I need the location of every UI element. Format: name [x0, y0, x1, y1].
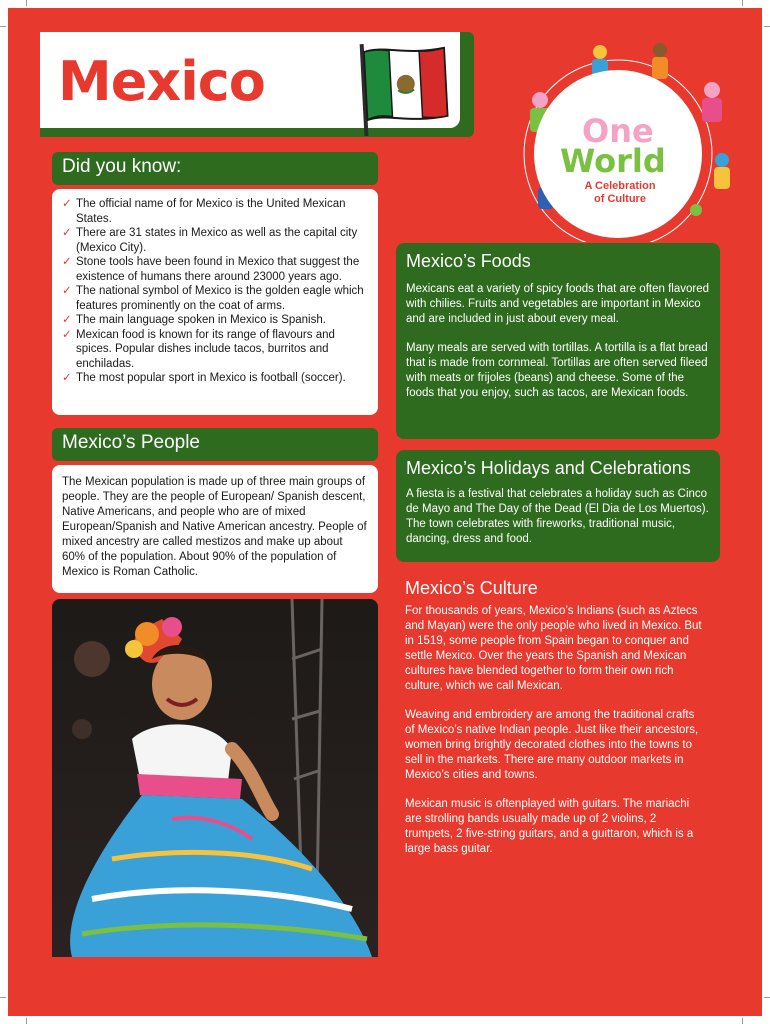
logo-world: World — [560, 142, 666, 180]
list-item-text: The official name of for Mexico is the United Mexican States. — [76, 198, 346, 225]
list-item — [62, 328, 368, 372]
check-icon: ✓ — [62, 227, 72, 239]
check-icon: ✓ — [62, 372, 72, 384]
people-heading: Mexico’s People — [52, 428, 378, 461]
list-item-text: The national symbol of Mexico is the golden eagle which features prominently on the coat of arms. — [76, 285, 364, 312]
list-item — [62, 313, 368, 328]
logo-subtitle-line1: A Celebration — [584, 180, 656, 192]
crop-mark — [0, 26, 6, 27]
holidays-box — [396, 450, 720, 562]
list-item-text: There are 31 states in Mexico as well as the capital city (Mexico City). — [76, 227, 358, 254]
check-icon: ✓ — [62, 314, 72, 326]
crop-mark — [0, 997, 6, 998]
logo-subtitle-line2: of Culture — [594, 193, 646, 205]
check-icon: ✓ — [62, 285, 72, 297]
logo-one: One — [582, 112, 654, 150]
culture-text — [405, 604, 705, 871]
foods-paragraph: Many meals are served with tortillas. A tortilla is a flat bread that is made from cornmeal. Tortillas are often served fileed with meats or frijoles (beans) and cheese. Some of the foods that you enjoy, such as tacos, are Mexican foods. — [406, 342, 708, 399]
check-icon: ✓ — [62, 198, 72, 210]
list-item-text: The most popular sport in Mexico is football (soccer). — [76, 372, 346, 384]
check-icon: ✓ — [62, 328, 72, 341]
culture-heading: Mexico’s Culture — [405, 578, 538, 598]
page-title: Mexico — [58, 50, 265, 113]
holidays-heading: Mexico’s Holidays and Celebrations — [406, 458, 691, 478]
holidays-text: A fiesta is a festival that celebrates a holiday such as Cinco de Mayo and The Day of the Dead (El Dia de Los Muertos). The town celebrates with fireworks, traditional music, dancing, dress and food. — [406, 488, 709, 545]
did-you-know-list — [52, 189, 378, 392]
culture-paragraph: For thousands of years, Mexico’s Indians (such as Aztecs and Mayan) were the only people who lived in Mexico. But in 1519, some people from Spain began to conquer and settle Mexico. Over the years the Spanish and Mexican cultures have blended together to form their own rich culture, which we call Mexican. — [405, 605, 702, 692]
crop-mark — [764, 997, 770, 998]
list-item — [62, 371, 368, 386]
crop-mark — [742, 0, 743, 6]
list-item — [62, 255, 368, 284]
list-item — [62, 284, 368, 313]
did-you-know-box — [52, 189, 378, 415]
culture-paragraph: Mexican music is oftenplayed with guitars. The mariachi are strolling bands usually made up of 2 violins, 2 trumpets, 2 five-string guitars, and a guittaron, which is a large bass guitar. — [405, 798, 694, 855]
list-item — [62, 226, 368, 255]
foods-paragraph: Mexicans eat a variety of spicy foods that are often flavored with chilies. Fruits and vegetables are important in Mexico and are included in just about every meal. — [406, 283, 709, 325]
foods-heading: Mexico’s Foods — [406, 251, 531, 271]
foods-box — [396, 243, 720, 439]
crop-mark — [742, 1018, 743, 1024]
one-world-logo — [500, 30, 742, 242]
crop-mark — [26, 1018, 27, 1024]
crop-mark — [764, 26, 770, 27]
list-item — [62, 197, 368, 226]
list-item-text: Mexican food is known for its range of flavours and spices. Popular dishes include tacos, burritos and enchiladas. — [76, 328, 335, 370]
list-item-text: Stone tools have been found in Mexico that suggest the existence of humans there around 23000 years ago. — [76, 256, 360, 283]
check-icon: ✓ — [62, 256, 72, 268]
did-you-know-heading: Did you know: — [52, 152, 378, 185]
people-box — [52, 465, 378, 593]
crop-mark — [26, 0, 27, 6]
mexico-flag-icon — [354, 38, 455, 139]
people-text: The Mexican population is made up of three main groups of people. They are the people of European/ Spanish descent, Native Americans, and people who are of mixed European/Spanish and Native American ancestry. People of mixed ancestry are called mestizos and make up about 60% of the population. About 90% of the population of Mexico is Roman Catholic. — [62, 476, 367, 578]
logo-subtitle — [560, 180, 680, 206]
culture-paragraph: Weaving and embroidery are among the traditional crafts of Mexico’s native Indian people. Just like their ancestors, women bring brightly decorated clothes into the towns to sell in the markets. There are many outdoor markets in Mexico’s cities and towns. — [405, 709, 699, 781]
list-item-text: The main language spoken in Mexico is Spanish. — [76, 314, 326, 326]
dancer-photo — [52, 599, 378, 957]
